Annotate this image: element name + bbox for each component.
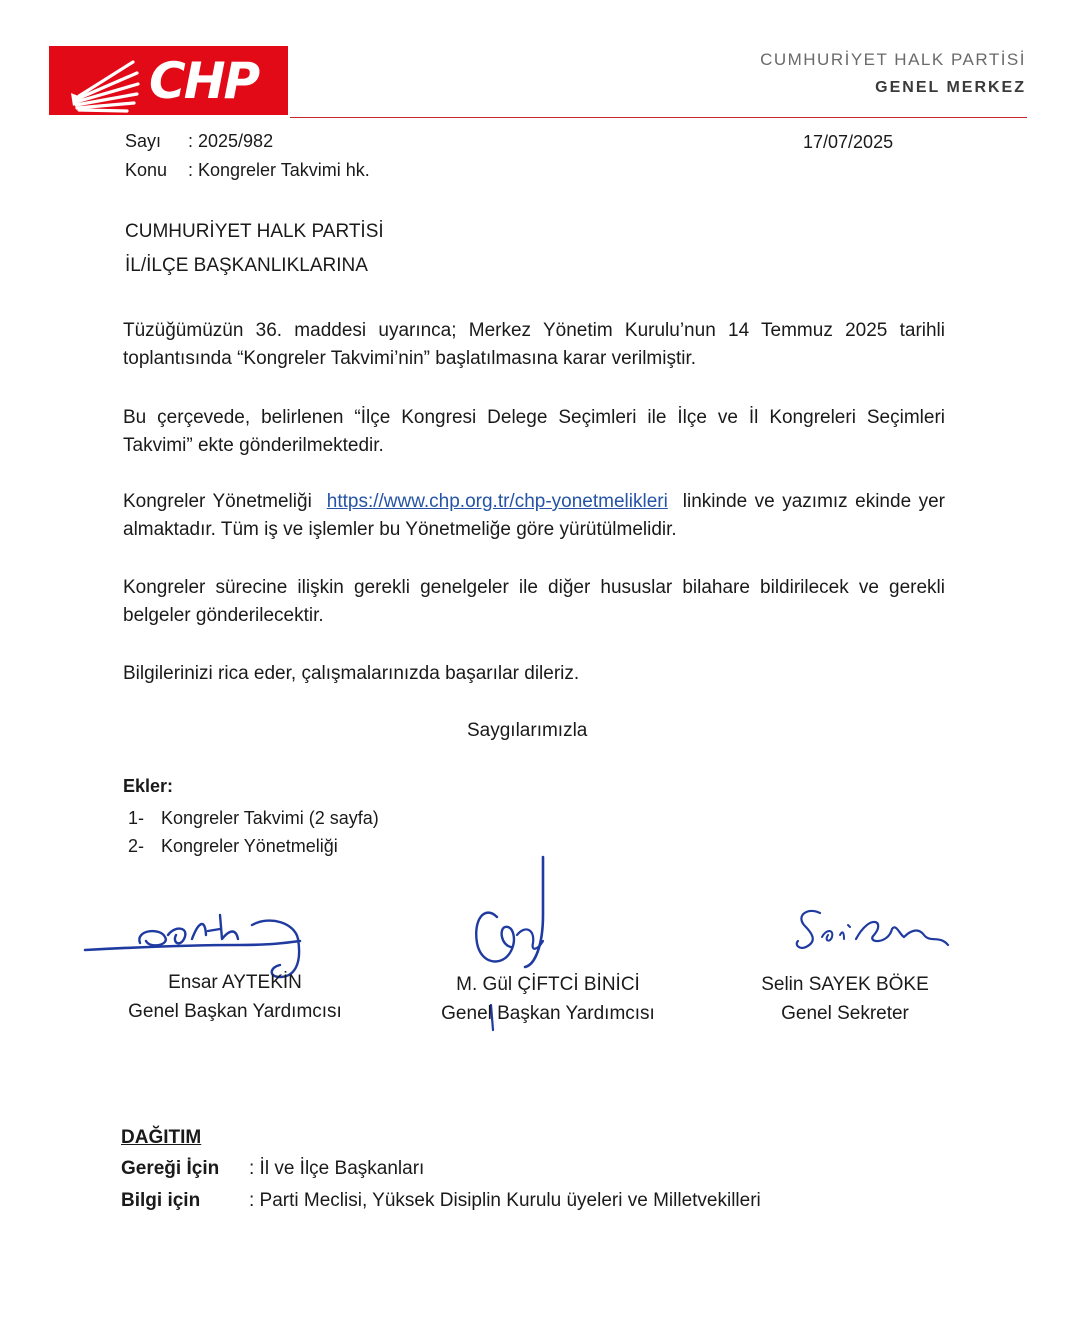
- attachment-number: 2-: [128, 836, 145, 856]
- paragraph-3-end: linkinde ve yazımız ekinde yer almaktadır. Tüm iş ve işlemler bu Yönetmeliğe göre yürütülmelidir.: [123, 491, 945, 540]
- konu-label: Konu: [125, 160, 168, 180]
- attachment-text: Kongreler Yönetmeliği: [161, 836, 338, 856]
- closing-salutation: Saygılarımızla: [467, 720, 588, 741]
- signatory-name: Ensar AYTEKİN: [168, 972, 302, 993]
- paragraph-1: Tüzüğümüzün 36. maddesi uyarınca; Merkez Yönetim Kurulu’nun 14 Temmuz 2025 tarihli toplantısında “Kongreler Takvimi’nin” başlatılmasına karar verilmiştir.: [123, 320, 945, 369]
- addressee-line1: CUMHURİYET HALK PARTİSİ: [125, 221, 384, 242]
- signatory-title: Genel Başkan Yardımcısı: [128, 1001, 342, 1022]
- paragraph-4: Kongreler sürecine ilişkin gerekli genelgeler ile diğer hususlar bilahare bildirilecek ve gerekli belgeler gönderilecektir.: [123, 577, 945, 626]
- org-name: CUMHURİYET HALK PARTİSİ: [760, 50, 1026, 69]
- org-subtitle: GENEL MERKEZ: [875, 79, 1026, 96]
- distribution-value: : İl ve İlçe Başkanları: [249, 1158, 425, 1179]
- document-date: 17/07/2025: [803, 132, 894, 152]
- header-divider: [290, 117, 1027, 118]
- signatory-title: Genel Başkan Yardımcısı: [441, 1003, 655, 1024]
- paragraph-3: [123, 488, 945, 544]
- regulations-link[interactable]: https://www.chp.org.tr/chp-yonetmelikleri: [326, 491, 668, 512]
- signatory-name: M. Gül ÇİFTCİ BİNİCİ: [456, 974, 640, 995]
- addressee-line2: İL/İLÇE BAŞKANLIKLARINA: [125, 255, 368, 276]
- distribution-value: : Parti Meclisi, Yüksek Disiplin Kurulu üyeleri ve Milletvekilleri: [249, 1190, 761, 1211]
- distribution-label: Bilgi için: [121, 1190, 201, 1211]
- paragraph-3-start: Kongreler Yönetmeliği: [123, 491, 312, 512]
- distribution-title: DAĞITIM: [121, 1127, 202, 1148]
- signatory-block: [100, 968, 370, 1026]
- sayi-value: : 2025/982: [188, 131, 274, 151]
- attachments-title: Ekler:: [123, 776, 174, 796]
- attachment-item: [128, 832, 338, 860]
- distribution-label: Gereği İçin: [121, 1158, 220, 1179]
- konu-value: : Kongreler Takvimi hk.: [188, 160, 370, 180]
- logo-text: CHP: [149, 52, 259, 110]
- attachment-text: Kongreler Takvimi (2 sayfa): [161, 808, 379, 828]
- signatory-block: [413, 970, 683, 1028]
- signatory-block: [735, 970, 955, 1028]
- attachment-number: 1-: [128, 808, 145, 828]
- paragraph-2: Bu çerçevede, belirlenen “İlçe Kongresi Delege Seçimleri ile İlçe ve İl Kongreleri Seçimleri Takvimi” ekte gönderilmektedir.: [123, 407, 945, 456]
- paragraph-5: Bilgilerinizi rica eder, çalışmalarınızda başarılar dileriz.: [123, 663, 580, 684]
- signature-sayek-boke: [790, 905, 960, 955]
- signatory-name: Selin SAYEK BÖKE: [761, 974, 929, 995]
- signatory-title: Genel Sekreter: [781, 1003, 909, 1024]
- attachment-item: [128, 804, 379, 832]
- sayi-label: Sayı: [125, 131, 162, 151]
- chp-logo: [49, 46, 288, 115]
